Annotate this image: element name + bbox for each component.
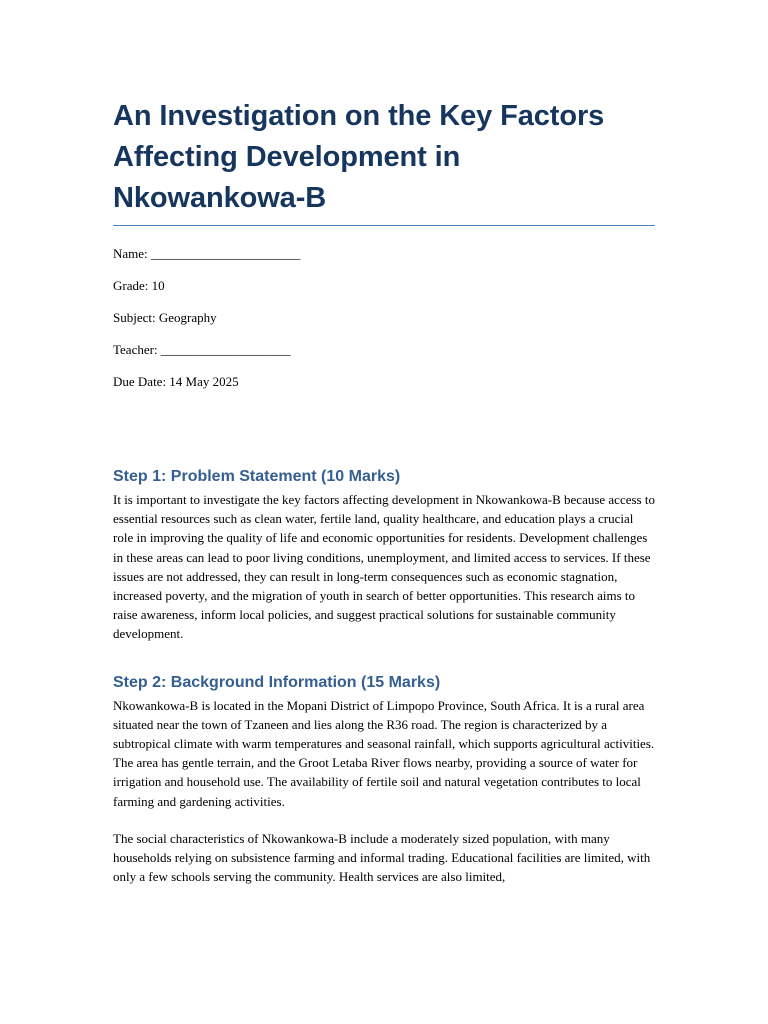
grade-field: Grade: 10	[113, 278, 165, 293]
name-field: Name: _______________________	[113, 246, 301, 261]
title-underline	[113, 225, 655, 226]
step1-paragraph: It is important to investigate the key factors affecting development in Nkowankowa-B because access to essential resources such as clean water, fertile land, quality healthcare, and education plays a crucial role in improving the quality of life and economic opportunities for residents. Development challenges in these areas can lead to poor living conditions, unemployment, and limited access to services. If these issues are not addressed, they can result in long-term consequences such as economic stagnation, increased poverty, and the migration of youth in search of better opportunities. This research aims to raise awareness, inform local policies, and suggest practical solutions for sustainable community development.	[113, 492, 655, 642]
document-body	[113, 96, 655, 886]
step2-heading: Step 2: Background Information (15 Marks)	[113, 673, 441, 691]
subject-field: Subject: Geography	[113, 310, 217, 325]
step1-heading: Step 1: Problem Statement (10 Marks)	[113, 468, 401, 485]
student-details	[113, 246, 655, 390]
teacher-field: Teacher: ____________________	[113, 342, 291, 357]
step2-paragraph-1: Nkowankowa-B is located in the Mopani District of Limpopo Province, South Africa. It is a rural area situated near the town of Tzaneen and lies along the R36 road. The region is characterized by a subtropical climate with warm temperatures and seasonal rainfall, which supports agricultural activities. The area has gentle terrain, and the Groot Letaba River flows nearby, providing a source of water for irrigation and household use. The availability of fertile soil and natural vegetation contributes to local farming and gardening activities.	[113, 697, 655, 809]
step2-paragraph-2: The social characteristics of Nkowankowa-B include a moderately sized population, with many households relying on subsistence farming and informal trading. Educational facilities are limited, with only a few schools serving the community. Health services are also limited,	[113, 830, 651, 885]
due-date-field: Due Date: 14 May 2025	[113, 374, 239, 389]
document-title: An Investigation on the Key Factors Affecting Development in Nkowankowa-B	[113, 100, 605, 214]
